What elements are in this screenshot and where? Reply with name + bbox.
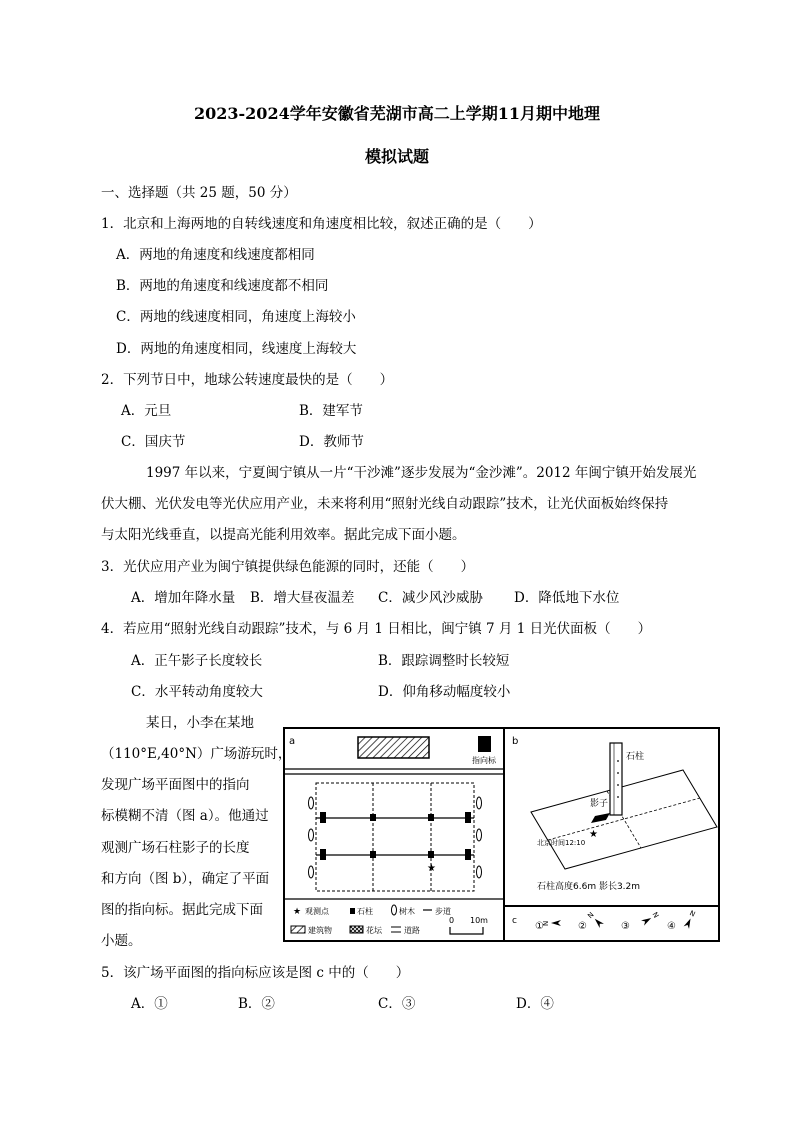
plaza-figure-drawing <box>283 727 720 942</box>
question-5-stem: 5．该广场平面图的指向标应该是图 c 中的（ ） <box>101 965 410 981</box>
question-5-option-d: D．④ <box>516 996 554 1012</box>
question-2-option-b: B．建军节 <box>299 403 363 419</box>
pillar-center-3 <box>428 814 434 821</box>
question-3-stem: 3．光伏应用产业为闽宁镇提供绿色能源的同时，还能（ ） <box>101 559 475 575</box>
passage-2-line-3: 发现广场平面图中的指向 <box>101 777 250 793</box>
building-legend-icon <box>291 926 305 933</box>
question-4-option-c: C．水平转动角度较大 <box>131 684 263 700</box>
passage-2-line-1: 某日，小李在某地 <box>146 715 254 731</box>
blurred-direction-marker <box>478 736 491 752</box>
legend-observation-point: 观测点 <box>305 907 329 916</box>
pillar-legend-icon <box>350 908 355 914</box>
north-arrow-option-1-head <box>551 920 561 926</box>
north-letter-option-4: N <box>688 909 697 919</box>
passage-2-line-5: 观测广场石柱影子的长度 <box>101 840 250 856</box>
option-1-number: ① <box>535 921 544 932</box>
question-5-option-b: B．② <box>238 996 275 1012</box>
north-arrow-option-3-head <box>641 915 653 925</box>
question-1-stem: 1．北京和上海两地的自转线速度和角速度相比较，叙述正确的是（ ） <box>101 216 542 232</box>
question-4-option-d: D．仰角移动幅度较小 <box>378 684 511 700</box>
question-1-option-d: D．两地的角速度相同，线速度上海较大 <box>116 341 357 357</box>
question-2-option-c: C．国庆节 <box>121 434 186 450</box>
question-1-option-c: C．两地的线速度相同，角速度上海较小 <box>116 309 356 325</box>
option-3-number: ③ <box>621 921 630 932</box>
observation-point-star: ★ <box>427 863 436 874</box>
section-heading: 一、选择题（共 25 题，50 分） <box>101 185 297 201</box>
question-5-option-a: A．① <box>131 996 168 1012</box>
scale-label-ten: 10m <box>470 916 488 925</box>
legend-building: 建筑物 <box>308 926 332 935</box>
question-3-option-c: C．减少风沙威胁 <box>378 590 483 606</box>
stone-pillar <box>610 743 622 815</box>
direction-marker-label: 指向标 <box>472 756 496 765</box>
pillar-center-2 <box>370 851 376 858</box>
tree-east-1 <box>477 797 482 809</box>
pillar-center-1 <box>370 814 376 821</box>
panel-c-label: c <box>512 916 517 926</box>
pillar-dot-1 <box>617 760 619 762</box>
question-3-option-d: D．降低地下水位 <box>514 590 620 606</box>
north-letter-option-3: N <box>650 910 661 920</box>
north-letter-option-1: N <box>542 920 550 926</box>
question-2-stem: 2．下列节日中，地球公转速度最快的是（ ） <box>101 372 394 388</box>
question-5-option-c: C．③ <box>378 996 416 1012</box>
tree-legend-icon <box>392 905 397 915</box>
scale-bar <box>450 927 483 934</box>
flowerbed-legend-icon <box>350 926 363 933</box>
tree-east-3 <box>477 866 482 878</box>
legend-flowerbed: 花坛 <box>366 926 382 935</box>
passage-2-line-6: 和方向（图 b），确定了平面 <box>101 871 270 887</box>
question-1-option-b: B．两地的角速度和线速度都不相同 <box>116 278 329 294</box>
building-north <box>358 737 429 758</box>
passage-1-line-2: 伏大棚、光伏发电等光伏应用产业，未来将利用“照射光线自动跟踪”技术，让光伏面板始终保持 <box>101 496 669 512</box>
pillar-caption: 石柱高度6.6m 影长3.2m <box>537 882 641 892</box>
document-title: 2023-2024学年安徽省芜湖市高二上学期11月期中地理 <box>194 104 600 123</box>
question-3-option-a: A．增加年降水量 <box>131 590 236 606</box>
legend-road: 道路 <box>404 926 420 935</box>
pillar-shadow <box>591 813 610 823</box>
tree-east-2 <box>477 829 482 841</box>
pillar-east-2 <box>465 849 471 860</box>
legend-stone-pillar: 石柱 <box>357 907 373 916</box>
pillar-dot-3 <box>617 784 619 786</box>
question-4-option-b: B．跟踪调整时长较短 <box>378 653 510 669</box>
plaza-figure <box>283 727 720 942</box>
north-arrow-option-1 <box>542 920 561 926</box>
trees <box>309 797 482 878</box>
question-3-option-b: B．增大昼夜温差 <box>250 590 355 606</box>
scale-label-zero: 0 <box>449 916 455 925</box>
tree-west-2 <box>309 829 314 841</box>
panel-a-label: a <box>289 736 296 747</box>
beijing-time-label: 北京时间12:10 <box>537 839 586 847</box>
shadow-label: 影子 <box>590 799 609 809</box>
passage-1-line-1: 1997 年以来，宁夏闽宁镇从一片“干沙滩”逐步发展为“金沙滩”。2012 年闽宁镇开始发展光 <box>146 465 697 481</box>
pillar-dot-4 <box>617 796 619 798</box>
question-2-option-a: A．元旦 <box>121 403 172 419</box>
pillar-east-1 <box>465 812 471 823</box>
legend-footpath: 步道 <box>435 907 451 916</box>
passage-2-line-7: 图的指向标。据此完成下面 <box>101 902 263 918</box>
option-2-number: ② <box>578 921 587 932</box>
panel-b-label: b <box>512 736 519 747</box>
north-arrow-option-2-head <box>593 917 604 928</box>
legend-tree: 树木 <box>399 907 415 916</box>
question-2-option-d: D．教师节 <box>299 434 364 450</box>
pillar-label: 石柱 <box>626 752 645 762</box>
observation-point-legend-icon: ★ <box>293 907 302 917</box>
observer-star: ★ <box>589 829 598 840</box>
question-4-stem: 4．若应用“照射光线自动跟踪”技术，与 6 月 1 日相比，闽宁镇 7 月 1 日光伏面板（ ） <box>101 621 652 637</box>
tree-west-1 <box>309 797 314 809</box>
option-4-number: ④ <box>667 921 676 932</box>
question-1-option-a: A．两地的角速度和线速度都相同 <box>116 247 315 263</box>
pillar-west-1 <box>320 812 326 823</box>
north-arrow-option-4 <box>684 909 697 929</box>
tree-west-3 <box>309 866 314 878</box>
pillar-west-2 <box>320 849 326 860</box>
passage-2-line-2: （110°E,40°N）广场游玩时， <box>101 746 292 762</box>
question-4-option-a: A．正午影子长度较长 <box>131 653 263 669</box>
north-arrow-option-2 <box>586 910 604 928</box>
passage-2-line-8: 小题。 <box>101 933 142 949</box>
pillar-center-4 <box>428 851 434 858</box>
passage-1-line-3: 与太阳光线垂直，以提高光能利用效率。据此完成下面小题。 <box>101 527 466 543</box>
document-subtitle: 模拟试题 <box>364 147 429 166</box>
north-arrow-option-3 <box>641 911 660 926</box>
plaza-boundary <box>316 783 474 891</box>
north-letter-option-2: N <box>586 910 596 921</box>
ground-plane <box>531 770 717 869</box>
passage-2-line-4: 标模糊不清（图 a）。他通过 <box>101 808 269 824</box>
north-arrow-option-4-head <box>684 917 694 929</box>
pillar-dot-2 <box>617 772 619 774</box>
